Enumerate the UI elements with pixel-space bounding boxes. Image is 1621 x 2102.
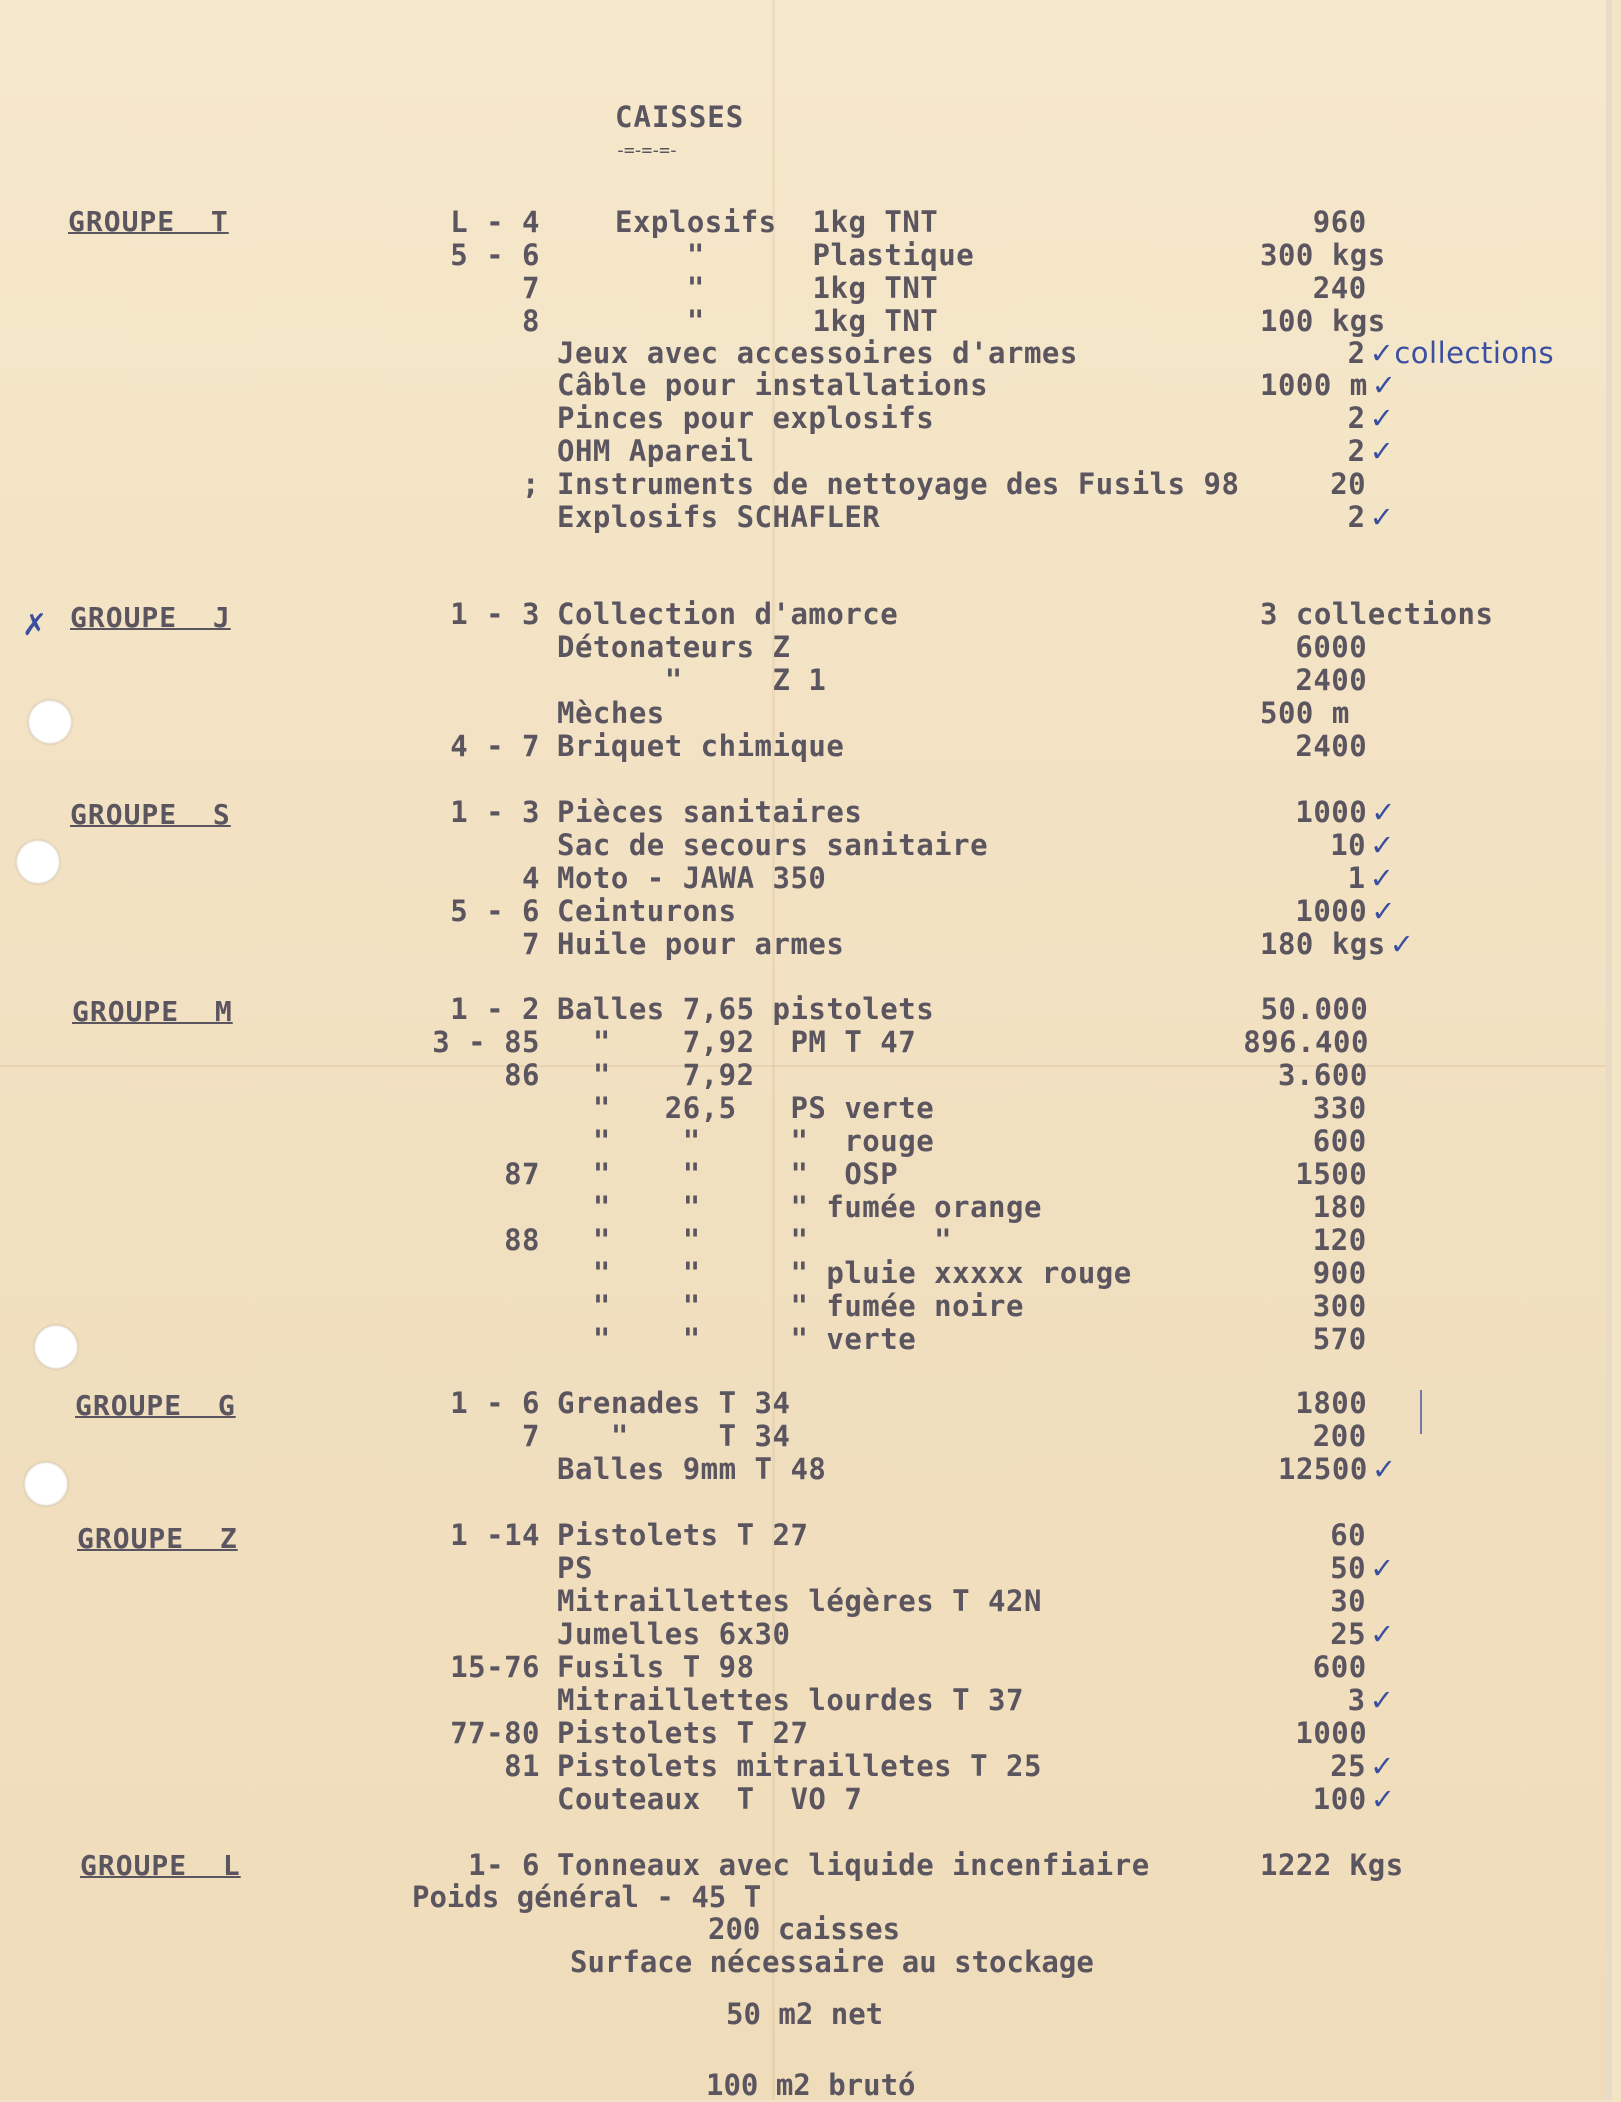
item-description: Pistolets mitrailletes T 25 [557,1749,1042,1783]
item-quantity [1260,696,1350,730]
quantity-value: 50.000 [1260,992,1369,1026]
list-item [0,1749,1606,1782]
item-quantity [1313,1091,1367,1125]
item-description: " Z 1 [557,663,827,697]
item-quantity [1330,1551,1395,1585]
surface-net: 50 m2 net [726,1997,884,2031]
list-item [0,434,1606,467]
item-description: Pistolets T 27 [557,1518,809,1552]
list-item [0,1452,1606,1485]
case-number: 7 [522,271,540,305]
list-item [0,894,1606,927]
quantity-value: 180 kgs [1260,927,1386,961]
quantity-value: 6000 [1295,630,1368,664]
item-quantity [1313,271,1367,305]
item-quantity [1295,1716,1367,1750]
case-number: 1 - 2 [450,992,540,1026]
item-description: Briquet chimique [557,729,845,763]
quantity-value: 2 [1347,336,1366,370]
list-item [0,401,1606,434]
list-item [0,500,1606,533]
item-quantity [1330,1617,1395,1651]
list-item [0,1683,1606,1716]
list-item [0,368,1606,401]
item-description: Grenades T 34 [557,1386,791,1420]
group-label: GROUPE G [75,1389,236,1422]
item-quantity [1295,729,1367,763]
list-item [0,1716,1606,1749]
case-number: 81 [504,1749,540,1783]
item-quantity [1260,597,1493,631]
quantity-value: 570 [1312,1322,1367,1356]
item-description: Pinces pour explosifs [557,401,935,435]
quantity-value: 1222 Kgs [1260,1848,1404,1882]
item-quantity [1313,1419,1367,1453]
list-item [0,630,1606,663]
list-item [0,927,1606,960]
quantity-value: 200 [1312,1419,1367,1453]
item-quantity [1348,336,1555,370]
list-item [0,1518,1606,1551]
check-mark-icon: ✓ [1370,1551,1395,1585]
quantity-value: 2 [1347,401,1366,435]
case-number: 1 - 3 [450,597,540,631]
item-quantity [1313,1256,1367,1290]
quantity-value: 1800 [1295,1386,1368,1420]
item-quantity [1260,238,1386,272]
item-description: Balles 9mm T 48 [557,1452,827,1486]
storage-surface-label: Surface nécessaire au stockage [570,1945,1094,1979]
case-number: 15-76 [450,1650,540,1684]
item-description: Sac de secours sanitaire [557,828,989,862]
item-quantity [1330,1518,1366,1552]
case-number: 1- 6 [468,1848,540,1882]
quantity-value: 2400 [1295,663,1368,697]
quantity-value: 300 [1312,1289,1367,1323]
list-item [0,304,1606,337]
quantity-value: 60 [1330,1518,1367,1552]
list-item [0,1058,1606,1091]
item-description: " 1kg TNT [615,304,939,338]
quantity-value: 30 [1330,1584,1367,1618]
case-number: 5 - 6 [450,238,540,272]
title-underline: -=-=-=- [615,140,677,161]
item-quantity [1313,1782,1396,1816]
check-mark-icon: ✓collections [1369,336,1555,370]
check-mark-icon: ✓ [1389,927,1415,961]
item-description: " 1kg TNT [615,271,939,305]
group-label: GROUPE L [80,1849,241,1882]
item-quantity [1348,500,1395,534]
quantity-value: 300 kgs [1260,238,1386,272]
case-number: 7 [522,927,540,961]
item-description: " " " fumée orange [557,1190,1042,1224]
item-quantity [1313,1289,1367,1323]
item-description: " 26,5 PS verte [557,1091,935,1125]
quantity-value: 180 [1312,1190,1367,1224]
group-label: GROUPE M [72,995,233,1028]
quantity-value: 900 [1312,1256,1367,1290]
list-item [0,238,1606,271]
surface-gross: 100 m2 brutó [706,2068,916,2102]
item-description: Jeux avec accessoires d'armes [557,336,1078,370]
list-item [0,1650,1606,1683]
quantity-value: 2 [1347,434,1366,468]
case-number: 77-80 [450,1716,540,1750]
item-description: Fusils T 98 [557,1650,755,1684]
list-item [0,1190,1606,1223]
case-number: 4 [522,861,540,895]
list-item [0,1551,1606,1584]
list-item [0,1386,1606,1419]
check-mark-icon: ✓ [1370,828,1395,862]
list-item [0,729,1606,762]
item-quantity [1330,1749,1395,1783]
quantity-value: 12500 [1278,1452,1368,1486]
item-description: Pièces sanitaires [557,795,863,829]
quantity-value: 25 [1330,1749,1367,1783]
list-item [0,992,1606,1025]
item-description: Couteaux T VO 7 [557,1782,863,1816]
case-number: 8 [522,304,540,338]
item-description: PS [557,1551,593,1585]
list-item [0,1091,1606,1124]
pen-mark-line [1420,1390,1422,1434]
item-quantity [1278,1058,1368,1092]
check-mark-icon: ✓ [1369,500,1395,534]
list-item [0,696,1606,729]
list-item [0,1157,1606,1190]
side-check-mark: ✗ [22,608,48,643]
item-quantity [1261,992,1369,1026]
case-number: 87 [504,1157,540,1191]
item-quantity [1348,401,1395,435]
list-item [0,1322,1606,1355]
quantity-value: 1000 [1295,894,1368,928]
item-description: " " " verte [557,1322,917,1356]
item-quantity [1295,894,1396,928]
item-description: Détonateurs Z [557,630,791,664]
case-number: 88 [504,1223,540,1257]
list-item [0,1617,1606,1650]
quantity-value: 600 [1312,1124,1367,1158]
quantity-value: 1500 [1295,1157,1368,1191]
item-description: Câble pour installations [557,368,989,402]
item-description: " Plastique [615,238,975,272]
item-description: Huile pour armes [557,927,845,961]
quantity-value: 100 [1312,1782,1367,1816]
case-number: L - 4 [450,205,540,239]
item-description: Moto - JAWA 350 [557,861,827,895]
item-quantity [1295,1386,1367,1420]
item-quantity [1295,795,1396,829]
check-mark-icon: ✓ [1369,1683,1395,1717]
item-description: Explosifs 1kg TNT [615,205,939,239]
check-mark-icon: ✓ [1369,434,1395,468]
quantity-value: 896.400 [1243,1025,1369,1059]
quantity-value: 2 [1347,500,1366,534]
group-label: GROUPE T [68,205,229,238]
item-quantity [1313,1190,1367,1224]
item-quantity [1348,1683,1395,1717]
case-number: 3 - 85 [432,1025,540,1059]
item-quantity [1243,1025,1369,1059]
quantity-value: 50 [1330,1551,1367,1585]
item-description: Jumelles 6x30 [557,1617,791,1651]
quantity-value: 100 kgs [1260,304,1386,338]
case-number: 5 - 6 [450,894,540,928]
check-mark-icon: ✓ [1370,1617,1395,1651]
list-item [0,1124,1606,1157]
item-quantity [1330,467,1366,501]
item-quantity [1330,1584,1366,1618]
item-description: Ceinturons [557,894,737,928]
quantity-value: 1 [1347,861,1366,895]
item-description: Collection d'amorce [557,597,899,631]
item-description: Explosifs SCHAFLER [557,500,881,534]
quantity-value: 1000 m [1260,368,1368,402]
group-label: GROUPE Z [77,1522,238,1555]
list-item [0,1025,1606,1058]
item-quantity [1295,1157,1367,1191]
item-description: Mitraillettes légères T 42N [557,1584,1042,1618]
case-number: 7 [522,1419,540,1453]
item-quantity [1313,1124,1367,1158]
quantity-value: 2400 [1295,729,1368,763]
item-quantity [1260,1848,1404,1882]
list-item [0,597,1606,630]
item-quantity [1295,630,1367,664]
list-item [0,861,1606,894]
check-mark-icon: ✓ [1369,861,1395,895]
list-item [0,205,1606,238]
item-quantity [1260,368,1397,402]
item-description: Instruments de nettoyage des Fusils 98 [557,467,1240,501]
list-item [0,1782,1606,1815]
item-quantity [1348,861,1395,895]
quantity-value: 25 [1330,1617,1367,1651]
case-number: 4 - 7 [450,729,540,763]
list-item [0,828,1606,861]
quantity-value: 3 [1347,1683,1366,1717]
check-mark-icon: ✓ [1371,795,1397,829]
item-quantity [1313,1223,1367,1257]
item-description: " " " OSP [557,1157,899,1191]
case-number: 1 -14 [450,1518,540,1552]
case-number: ; [522,467,540,501]
item-description: " 7,92 [557,1058,755,1092]
quantity-value: 600 [1312,1650,1367,1684]
check-mark-icon: ✓ [1371,1452,1397,1486]
list-item [0,663,1606,696]
item-quantity [1313,1650,1367,1684]
list-item [0,1848,1606,1881]
item-description: " T 34 [557,1419,791,1453]
list-item [0,1289,1606,1322]
item-quantity [1330,828,1395,862]
list-item [0,795,1606,828]
item-quantity [1313,1322,1367,1356]
item-description: " " " fumée noire [557,1289,1024,1323]
check-mark-icon: ✓ [1371,894,1397,928]
list-item [0,336,1606,369]
group-label: GROUPE S [70,798,231,831]
total-weight: Poids général - 45 T [412,1880,762,1914]
item-description: Mitraillettes lourdes T 37 [557,1683,1024,1717]
quantity-value: 330 [1312,1091,1367,1125]
list-item [0,1256,1606,1289]
quantity-value: 1000 [1295,1716,1368,1750]
case-number: 1 - 3 [450,795,540,829]
list-item [0,467,1606,500]
list-item [0,1419,1606,1452]
check-mark-icon: ✓ [1370,1749,1395,1783]
item-description: " " " " [557,1223,953,1257]
check-mark-icon: ✓ [1370,1782,1396,1816]
quantity-value: 240 [1312,271,1367,305]
list-item [0,1584,1606,1617]
item-description: " " " pluie xxxxx rouge [557,1256,1132,1290]
item-quantity [1348,434,1395,468]
check-mark-icon: ✓ [1369,401,1395,435]
item-quantity [1295,663,1367,697]
quantity-value: 500 m [1260,696,1350,730]
quantity-value: 3.600 [1278,1058,1368,1092]
quantity-value: 3 collections [1260,597,1494,631]
item-description: Pistolets T 27 [557,1716,809,1750]
item-quantity [1260,304,1386,338]
item-description: Mèches [557,696,665,730]
page-title: CAISSES [615,100,745,134]
item-quantity [1313,205,1367,239]
case-number: 1 - 6 [450,1386,540,1420]
quantity-value: 20 [1330,467,1367,501]
item-description: " 7,92 PM T 47 [557,1025,917,1059]
quantity-value: 10 [1330,828,1367,862]
group-label: GROUPE J [70,601,231,634]
item-quantity [1278,1452,1397,1486]
item-description: Balles 7,65 pistolets [557,992,935,1026]
quantity-value: 1000 [1295,795,1368,829]
item-description: OHM Apareil [557,434,755,468]
item-description: Tonneaux avec liquide incenfiaire [557,1848,1150,1882]
list-item [0,271,1606,304]
crate-count: 200 caisses [708,1912,901,1946]
item-quantity [1260,927,1415,961]
item-description: " " " rouge [557,1124,935,1158]
case-number: 86 [504,1058,540,1092]
check-mark-icon: ✓ [1371,368,1397,402]
quantity-value: 960 [1312,205,1367,239]
quantity-value: 120 [1312,1223,1367,1257]
list-item [0,1223,1606,1256]
